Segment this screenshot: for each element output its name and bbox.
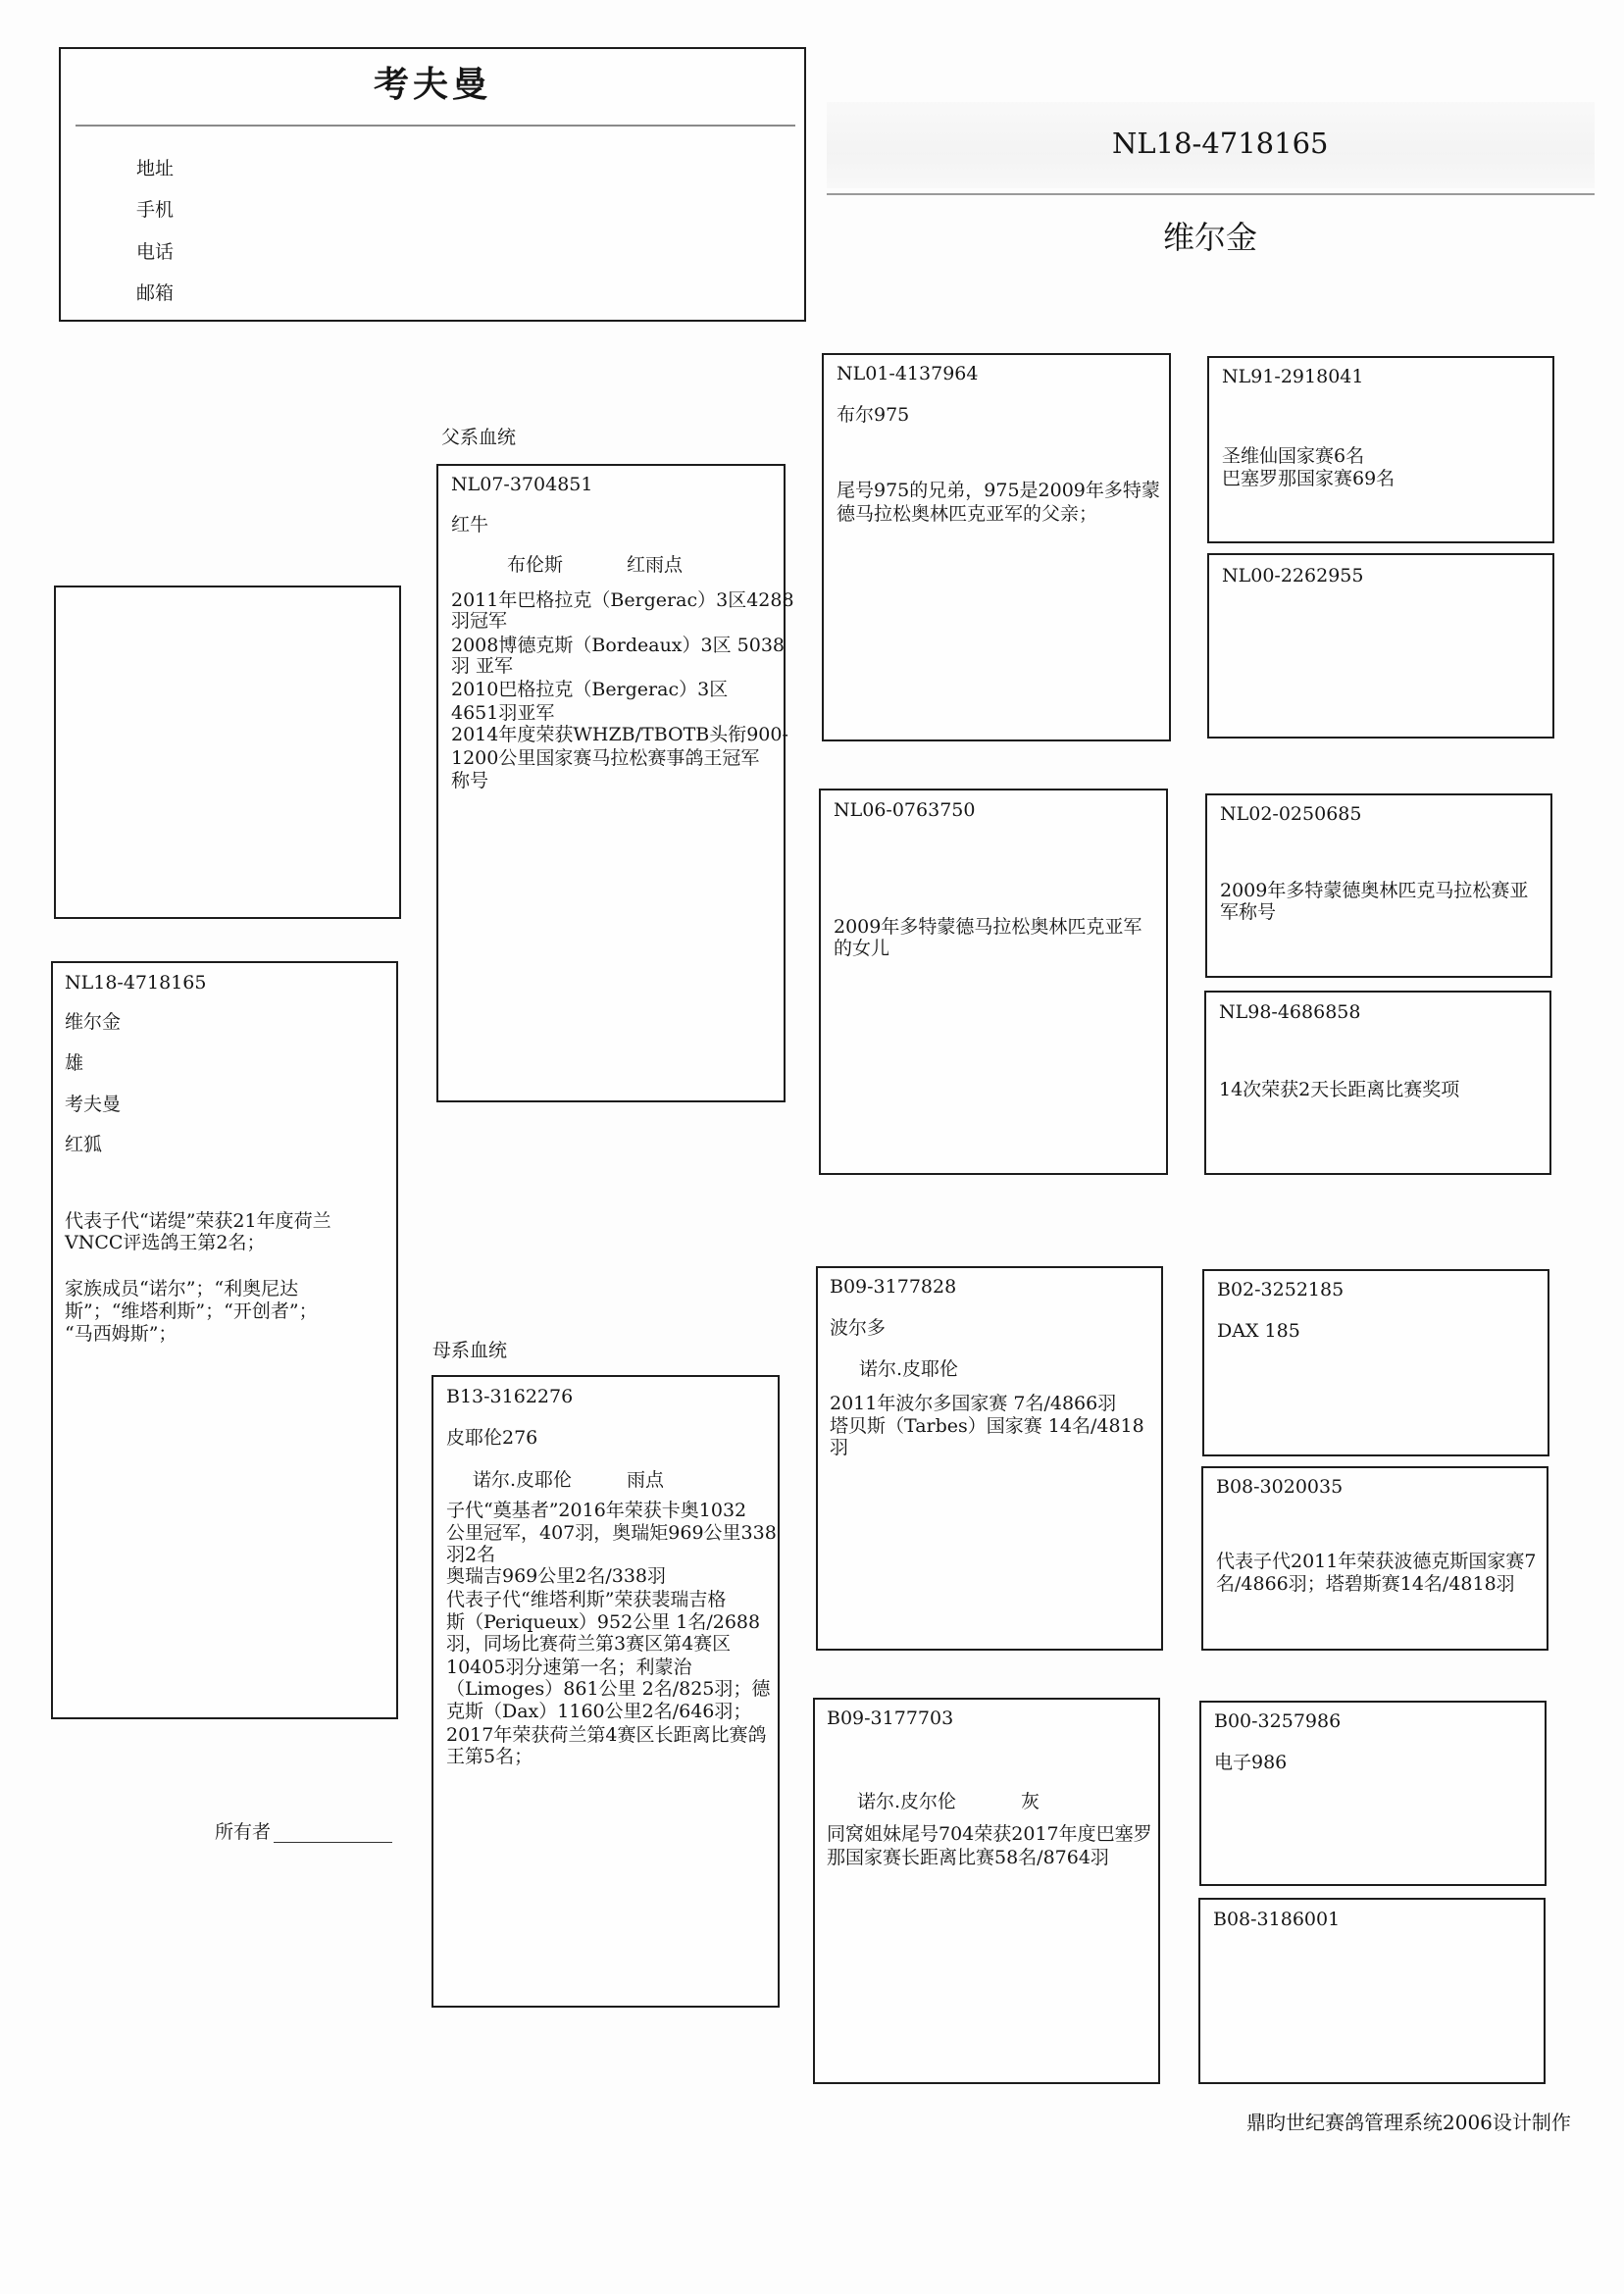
breeder-title: 考夫曼 <box>373 64 491 105</box>
dam-note-line: 奥瑞吉969公里2名/338羽 <box>446 1565 667 1587</box>
dam-note-line: 王第5名； <box>446 1746 533 1767</box>
address-label: 地址 <box>136 158 175 179</box>
main-note-line: 家族成员“诺尔”；“利奥尼达 <box>65 1278 299 1300</box>
ggp-ring: NL00-2262955 <box>1222 565 1364 586</box>
gp-note-line: 羽 <box>830 1437 849 1458</box>
dam-note-line: 10405羽分速第一名；利蒙治 <box>446 1657 692 1678</box>
ggp-note-line: 巴塞罗那国家赛69名 <box>1222 468 1396 489</box>
great-grandparent-box-4 <box>1204 991 1551 1175</box>
sire-note-line: 2011年巴格拉克（Bergerac）3区4288 <box>451 589 794 611</box>
dam-box <box>431 1375 780 2008</box>
sire-note-line: 羽 亚军 <box>451 655 514 677</box>
sire-breeder: 布伦斯 <box>507 554 564 576</box>
ggp-ring: B00-3257986 <box>1214 1710 1342 1732</box>
granddam-maternal-box <box>813 1698 1160 2084</box>
photo-box <box>54 586 401 919</box>
ggp-note-line: 14次荣获2天长距离比赛奖项 <box>1219 1079 1460 1100</box>
sire-note-line: 2014年度荣获WHZB/TBOTB头衔900- <box>451 724 788 745</box>
phone-label: 电话 <box>136 241 175 263</box>
dam-breeder: 诺尔.皮耶伦 <box>473 1469 573 1491</box>
dam-name: 皮耶伦276 <box>446 1427 538 1449</box>
main-note-line: 斯”；“维塔利斯”；“开创者”； <box>65 1300 318 1322</box>
ggp-name: DAX 185 <box>1217 1320 1300 1342</box>
gp-ring: NL06-0763750 <box>834 799 976 821</box>
gp-name: 波尔多 <box>830 1317 887 1339</box>
ggp-ring: B08-3020035 <box>1216 1476 1344 1498</box>
gp-note-line: 塔贝斯（Tarbes）国家赛 14名/4818 <box>830 1415 1144 1437</box>
ggp-note-line: 代表子代2011年荣获波德克斯国家赛7 <box>1216 1551 1537 1572</box>
dam-section-label: 母系血统 <box>432 1340 508 1361</box>
gp-note-line: 那国家赛长距离比赛58名/8764羽 <box>827 1847 1109 1868</box>
ggp-ring: B02-3252185 <box>1217 1279 1345 1300</box>
gp-note-line: 的女儿 <box>834 938 890 959</box>
dam-note-line: 斯（Periqueux）952公里 1名/2688 <box>446 1611 761 1633</box>
great-grandparent-box-3 <box>1205 793 1552 978</box>
email-label: 邮箱 <box>136 282 175 304</box>
dam-note-line: 克斯（Dax）1160公里2名/646羽； <box>446 1701 752 1722</box>
gp-note-line: 尾号975的兄弟，975是2009年多特蒙 <box>837 480 1160 501</box>
main-color: 红狐 <box>65 1134 103 1155</box>
gp-ring: NL01-4137964 <box>837 363 979 384</box>
dam-note-line: 子代“奠基者”2016年荣获卡奥1032 <box>446 1500 747 1521</box>
main-note-line: “马西姆斯”； <box>65 1323 178 1345</box>
ggp-ring: NL98-4686858 <box>1219 1001 1361 1023</box>
sire-section-label: 父系血统 <box>441 427 517 448</box>
main-sex: 雄 <box>65 1052 84 1074</box>
mobile-label: 手机 <box>136 199 175 221</box>
ggp-note-line: 2009年多特蒙德奥林匹克马拉松赛亚 <box>1220 880 1529 901</box>
great-grandparent-box-1 <box>1207 356 1554 543</box>
header-divider <box>76 125 795 127</box>
great-grandparent-box-2 <box>1207 553 1554 739</box>
gp-ring: B09-3177828 <box>830 1276 957 1298</box>
dam-ring: B13-3162276 <box>446 1386 574 1407</box>
owner-label: 所有者 <box>215 1821 272 1843</box>
grandsire-maternal-box <box>816 1266 1163 1651</box>
granddam-paternal-box <box>819 789 1168 1175</box>
ggp-ring: B08-3186001 <box>1213 1909 1341 1930</box>
gp-name: 布尔975 <box>837 404 910 426</box>
sire-note-line: 1200公里国家赛马拉松赛事鸽王冠军 <box>451 747 760 769</box>
owner-signature-line <box>274 1842 392 1843</box>
grandsire-paternal-box <box>822 353 1171 741</box>
gp-color: 灰 <box>1021 1791 1040 1812</box>
sire-note-line: 2008博德克斯（Bordeaux）3区 5038 <box>451 635 786 656</box>
main-note-line: 代表子代“诺缇”荣获21年度荷兰 <box>65 1210 331 1232</box>
main-name: 维尔金 <box>65 1011 122 1033</box>
dam-note-line: （Limoges）861公里 2名/825羽；德 <box>446 1678 771 1700</box>
sire-ring: NL07-3704851 <box>451 474 593 495</box>
main-note-line: VNCC评选鸽王第2名； <box>65 1232 266 1253</box>
ggp-note-line: 军称号 <box>1220 901 1277 923</box>
title-divider <box>827 193 1595 195</box>
dam-note-line: 羽2名 <box>446 1544 496 1565</box>
dam-note-line: 羽，同场比赛荷兰第3赛区第4赛区 <box>446 1633 732 1655</box>
main-breeder: 考夫曼 <box>65 1094 122 1115</box>
ggp-name: 电子986 <box>1214 1752 1288 1773</box>
great-grandparent-box-5 <box>1202 1269 1549 1456</box>
great-grandparent-box-6 <box>1201 1466 1548 1651</box>
gp-note-line: 同窝姐妹尾号704荣获2017年度巴塞罗 <box>827 1823 1152 1845</box>
gp-note-line: 德马拉松奥林匹克亚军的父亲； <box>837 503 1098 525</box>
dam-note-line: 代表子代“维塔利斯”荣获裴瑞吉格 <box>446 1589 727 1610</box>
ggp-note-line: 名/4866羽；塔碧斯赛14名/4818羽 <box>1216 1573 1515 1595</box>
main-ring: NL18-4718165 <box>65 972 207 994</box>
ggp-ring: NL91-2918041 <box>1222 366 1364 387</box>
great-grandparent-box-7 <box>1199 1701 1547 1886</box>
bird-name: 维尔金 <box>1163 219 1258 256</box>
gp-note-line: 2011年波尔多国家赛 7名/4866羽 <box>830 1393 1117 1414</box>
sire-color: 红雨点 <box>627 554 684 576</box>
dam-note-line: 公里冠军，407羽，奥瑞矩969公里338 <box>446 1522 777 1544</box>
great-grandparent-box-8 <box>1198 1898 1546 2084</box>
gp-ring: B09-3177703 <box>827 1708 954 1729</box>
sire-note-line: 2010巴格拉克（Bergerac）3区 <box>451 679 729 700</box>
breeder-header-box <box>59 47 806 322</box>
main-bird-box <box>51 961 398 1719</box>
footer-credit: 鼎昀世纪赛鸽管理系统2006设计制作 <box>1246 2111 1571 2134</box>
dam-note-line: 2017年荣获荷兰第4赛区长距离比赛鸽 <box>446 1724 767 1746</box>
dam-color: 雨点 <box>627 1469 665 1491</box>
ggp-note-line: 圣维仙国家赛6名 <box>1222 445 1365 467</box>
sire-note-line: 4651羽亚军 <box>451 702 555 724</box>
gp-breeder: 诺尔.皮尔伦 <box>857 1791 957 1812</box>
bird-ring-number: NL18-4718165 <box>1112 127 1329 160</box>
ggp-ring: NL02-0250685 <box>1220 803 1362 825</box>
sire-name: 红牛 <box>451 514 489 535</box>
sire-box <box>436 464 794 1102</box>
gp-note-line: 2009年多特蒙德马拉松奥林匹克亚军 <box>834 916 1142 938</box>
sire-note-line: 称号 <box>451 770 489 791</box>
gp-breeder: 诺尔.皮耶伦 <box>859 1358 959 1380</box>
sire-note-line: 羽冠军 <box>451 610 508 632</box>
